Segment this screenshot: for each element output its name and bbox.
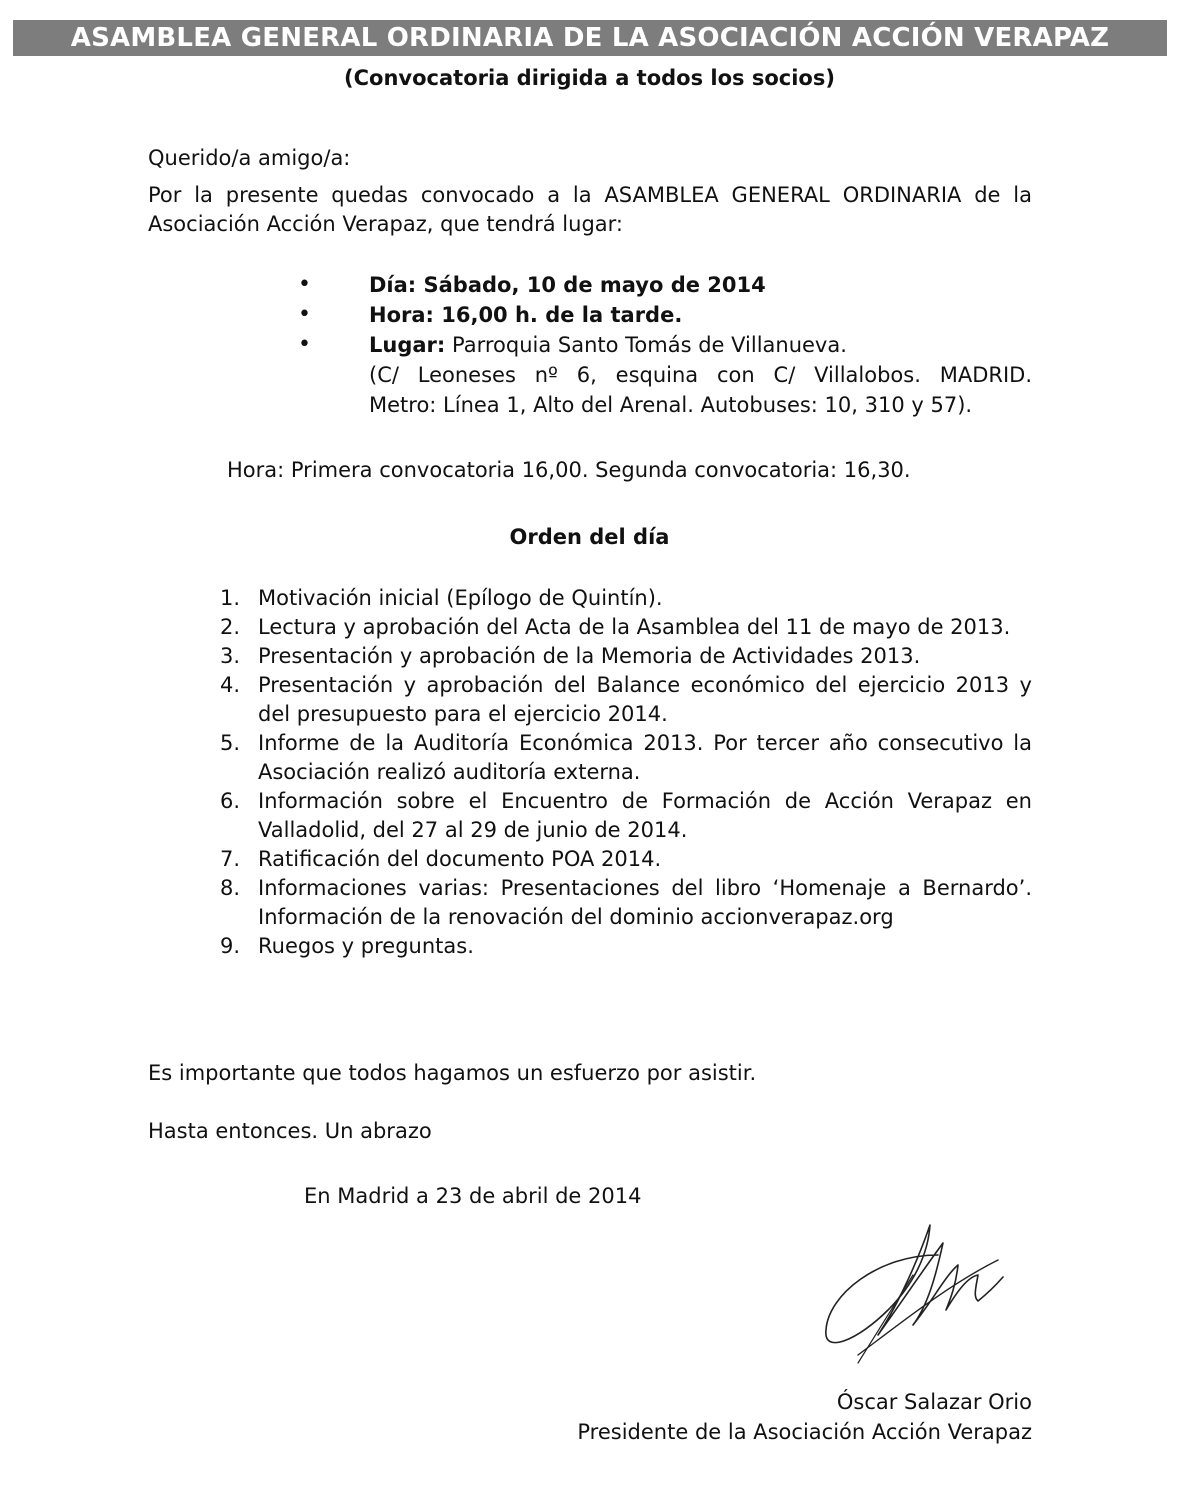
signer-block bbox=[577, 1387, 1032, 1447]
farewell: Hasta entonces. Un abrazo bbox=[148, 1119, 432, 1143]
address-line-2: Metro: Línea 1, Alto del Arenal. Autobuses: 10, 310 y 57). bbox=[369, 393, 973, 417]
agenda-item: 8. Informaciones varias: Presentaciones del libro ‘Homenaje a Bernardo’. Información de la renovación del dominio accionverapaz.org bbox=[220, 876, 1032, 929]
schedule-text: Hora: Primera convocatoria 16,00. Segunda convocatoria: 16,30. bbox=[227, 458, 911, 482]
agenda-item: 5. Informe de la Auditoría Económica 2013. Por tercer año consecutivo la Asociación realizó auditoría externa. bbox=[220, 731, 1032, 784]
signature-image bbox=[818, 1215, 1008, 1365]
agenda-list bbox=[220, 584, 1032, 961]
meeting-details-list bbox=[290, 270, 1032, 420]
place-label: Lugar: bbox=[369, 333, 446, 357]
place-date: En Madrid a 23 de abril de 2014 bbox=[304, 1184, 642, 1208]
agenda-item: 7. Ratificación del documento POA 2014. bbox=[220, 847, 662, 871]
agenda-item: 6. Información sobre el Encuentro de Formación de Acción Verapaz en Valladolid, del 27 al 29 de junio de 2014. bbox=[220, 789, 1032, 842]
document-title: ASAMBLEA GENERAL ORDINARIA DE LA ASOCIACIÓN ACCIÓN VERAPAZ bbox=[13, 20, 1167, 56]
address-line-1: (C/ Leoneses nº 6, esquina con C/ Villalobos. MADRID. bbox=[369, 363, 1032, 387]
agenda-item: 2. Lectura y aprobación del Acta de la Asamblea del 11 de mayo de 2013. bbox=[220, 615, 1011, 639]
detail-time: • Hora: 16,00 h. de la tarde. bbox=[290, 300, 1032, 330]
agenda-item: 9. Ruegos y preguntas. bbox=[220, 934, 474, 958]
document-subtitle: (Convocatoria dirigida a todos los socios) bbox=[344, 66, 835, 90]
agenda-item: 3. Presentación y aprobación de la Memoria de Actividades 2013. bbox=[220, 644, 921, 668]
agenda-title: Orden del día bbox=[509, 525, 670, 549]
intro-line-2: Asociación Acción Verapaz, que tendrá lugar: bbox=[148, 212, 623, 236]
signer-name: Óscar Salazar Orio bbox=[836, 1390, 1032, 1414]
place-value: Parroquia Santo Tomás de Villanueva. bbox=[451, 333, 847, 357]
bullet-icon: • bbox=[298, 332, 311, 357]
closing-note: Es importante que todos hagamos un esfuerzo por asistir. bbox=[148, 1061, 757, 1085]
detail-place bbox=[290, 330, 1032, 420]
greeting: Querido/a amigo/a: bbox=[148, 146, 351, 170]
intro-line-1: Por la presente quedas convocado a la ASAMBLEA GENERAL ORDINARIA de la bbox=[148, 183, 1032, 207]
signer-role: Presidente de la Asociación Acción Verapaz bbox=[577, 1420, 1032, 1444]
agenda-item: 1. Motivación inicial (Epílogo de Quintín). bbox=[220, 586, 663, 610]
bullet-icon: • bbox=[298, 302, 311, 327]
detail-day: • Día: Sábado, 10 de mayo de 2014 bbox=[290, 270, 1032, 300]
agenda-item: 4. Presentación y aprobación del Balance económico del ejercicio 2013 y del presupuesto para el ejercicio 2014. bbox=[220, 673, 1032, 726]
bullet-icon: • bbox=[298, 272, 311, 297]
intro-paragraph bbox=[148, 181, 1032, 239]
